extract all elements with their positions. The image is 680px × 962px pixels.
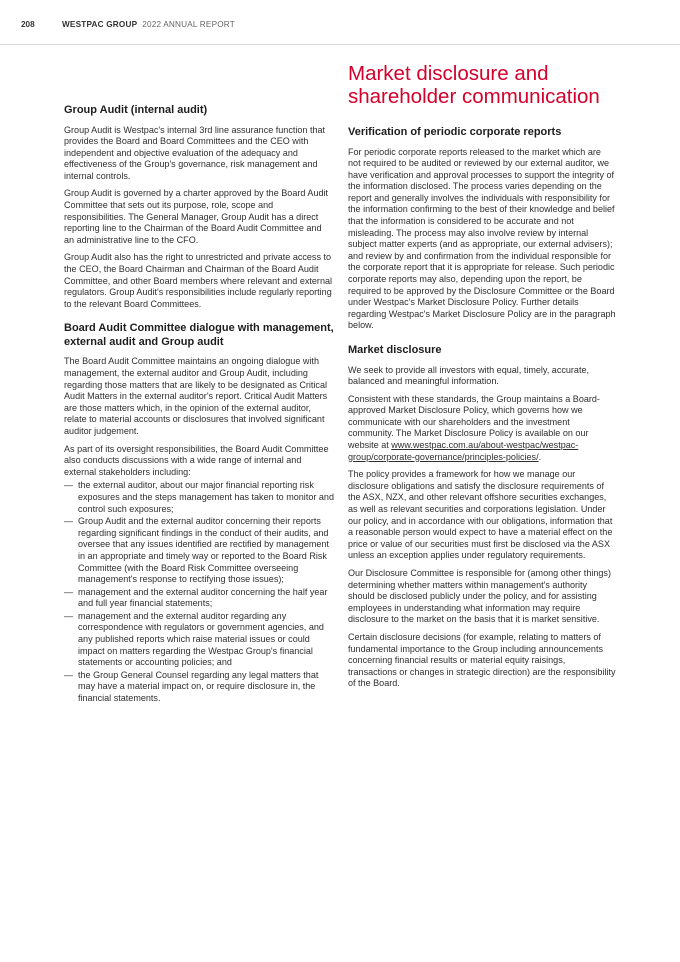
stakeholder-list [64, 480, 334, 704]
dialogue-heading: Board Audit Committee dialogue with management, external audit and Group audit [64, 322, 334, 348]
group-audit-heading: Group Audit (internal audit) [64, 104, 208, 116]
list-item: — the external auditor, about our major financial reporting risk exposures and the steps management has taken to monitor and control such exposures; [64, 480, 334, 515]
market-paragraph: Certain disclosure decisions (for example, relating to matters of fundamental importance to the Group including announcements concerning financial results or material equity raisings, transactions or changes in strategic direction) are the responsibility of the Board. [348, 631, 616, 689]
running-head-report: 2022 ANNUAL REPORT [142, 20, 235, 29]
market-disclosure-heading: Market disclosure [348, 344, 442, 356]
running-head-company: WESTPAC GROUP [62, 20, 138, 29]
market-policy-text: Consistent with these standards, the Group maintains a Board-approved Market Disclosure Policy, which governs how we communicate with our shareholders and the investment community. The Market Disclosure Policy is available on our website at [348, 393, 600, 451]
dialogue-paragraph: As part of its oversight responsibilities, the Board Audit Committee also conducts discussions with a wide range of internal and external stakeholders including: [64, 443, 329, 477]
group-audit-paragraph: Group Audit is Westpac's internal 3rd line assurance function that provides the Board and Board Committees and the CEO with independent and objective evaluation of the adequacy and effectiveness of the Group's governance, risk management and internal controls. [64, 124, 326, 181]
verification-paragraph: For periodic corporate reports released to the market which are not required to be audited or reviewed by our external auditor, we have verification and approval processes to support the integrity of the information disclosed. The process varies depending on the report and generally involves the individuals with responsibility for the information confirming to the best of their knowledge and belief that the information is considered to be accurate and not misleading. The process may also involve review by internal subject matter experts (and as appropriate, our external advisers); and review by and confirmation from the individual responsible for the corporate report that it is appropriate for release. Such periodic corporate reports may also, depending upon the report, be required to be approved by the Disclosure Committee or the Board under Westpac's Market Disclosure Policy. Further details regarding Westpac's Market Disclosure Policy are in the paragraph below. [348, 146, 616, 331]
list-item: — management and the external auditor concerning the half year and full year financial statements; [64, 587, 334, 610]
market-paragraph: Our Disclosure Committee is responsible for (among other things) determining whether matters within management's authority should be disclosed publicly under the policy, and for assisting employees in understanding what information may require disclosure to the market on the basis that it is market sensitive. [348, 568, 611, 625]
section-title: Market disclosure and shareholder communication [348, 62, 600, 108]
list-item: — the Group General Counsel regarding any legal matters that may have a material impact on, or require disclosure in, the financial statements. [64, 670, 334, 705]
market-policy-end: . [538, 451, 542, 462]
market-paragraph: We seek to provide all investors with equal, timely, accurate, balanced and meaningful information. [348, 364, 590, 387]
market-paragraph: The policy provides a framework for how we manage our disclosure obligations and satisfy the disclosure requirements of the ASX, NZX, and other relevant offshore securities exchanges, as well as relevant securities and corporations legislation. Under our policy, and in accordance with our obligations, information that a reasonable person would expect to have a material effect on the price or value of our securities must first be disclosed via the ASX unless an exception applies under regulatory requirements. [348, 469, 613, 561]
verification-heading: Verification of periodic corporate reports [348, 126, 562, 138]
group-audit-paragraph: Group Audit is governed by a charter approved by the Board Audit Committee that sets out its purpose, role, scope and responsibilities. The General Manager, Group Audit has a direct reporting line to the Chairman of the Board Audit Committee and an administrative line to the CFO. [64, 188, 329, 245]
page-header [0, 0, 680, 45]
left-column [64, 104, 334, 706]
market-policy-paragraph [348, 394, 616, 464]
list-item: — Group Audit and the external auditor concerning their reports regarding significant findings in the conduct of their audits, and oversee that any issues identified are rectified by management in an appropriate and timely way or reported to the Board Risk Committee (with the Board Risk Committee overseeing management's response to rectifying those issues); [64, 516, 334, 586]
running-head [62, 20, 235, 29]
list-item: — management and the external auditor regarding any correspondence with regulators or government agencies, and any published reports which raise material issues or could impact on matters regarding the Westpac Group's financial statements or accounting policies; and [64, 611, 334, 669]
page-number: 208 [21, 20, 35, 29]
dialogue-paragraph: The Board Audit Committee maintains an ongoing dialogue with management, the external auditor and Group Audit, including regarding those matters that are likely to be designated as Critical Audit Matters in the external auditor's report. Critical Audit Matters are those matters which, in the opinion of the external auditor, relate to material accounts or disclosures that involved significant auditor judgement. [64, 356, 328, 436]
policy-link[interactable]: www.westpac.com.au/about-westpac/westpac-group/corporate-governance/principles-policies/ [348, 440, 579, 462]
right-column [348, 62, 616, 696]
group-audit-paragraph: Group Audit also has the right to unrestricted and private access to the CEO, the Board Chairman and Chairman of the Board Audit Committee, and other Board members where relevant and external regulators. Group Audit's responsibilities include regularly reporting to the relevant Board Committees. [64, 252, 333, 309]
